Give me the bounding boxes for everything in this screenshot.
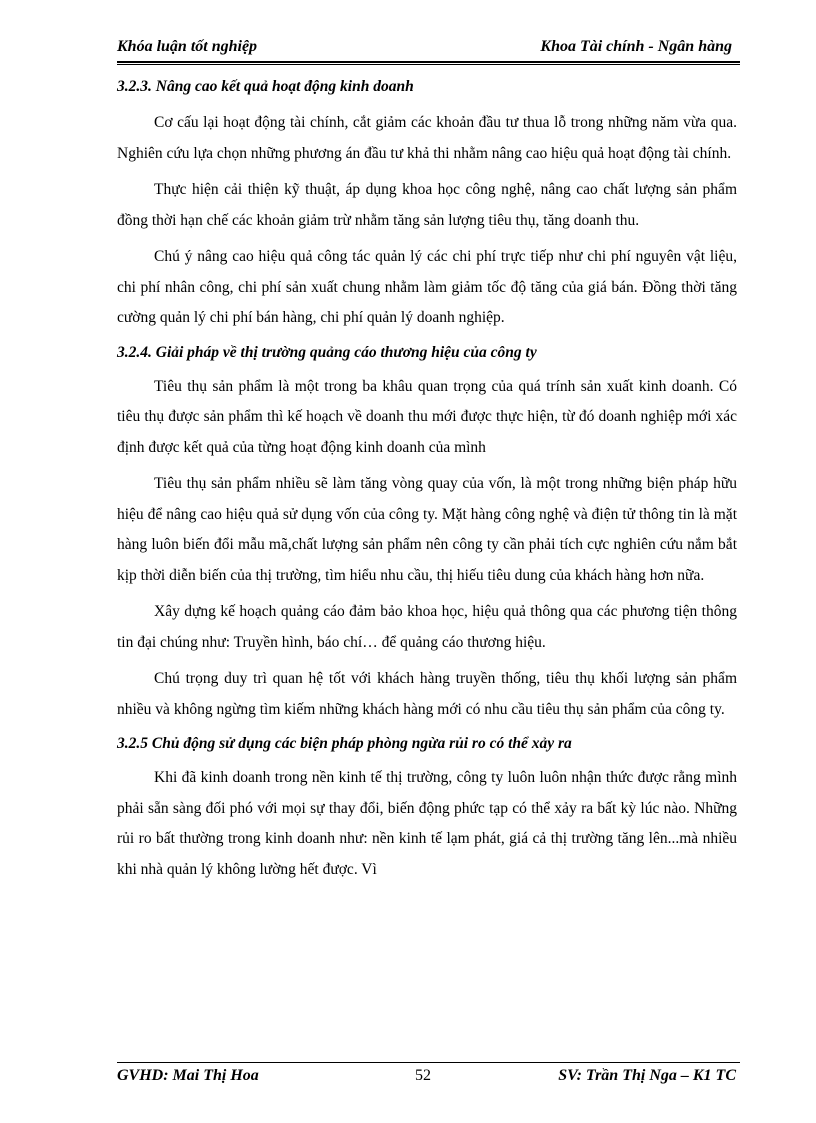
paragraph: Thực hiện cải thiện kỹ thuật, áp dụng khoa học công nghệ, nâng cao chất lượng sản phẩm đồng thời hạn chế các khoản giảm trừ nhằm tăng sản lượng tiêu thụ, tăng doanh thu.	[117, 181, 737, 229]
footer-student: SV: Trần Thị Nga – K1 TC	[558, 1067, 736, 1084]
paragraph: Chú trọng duy trì quan hệ tốt với khách hàng truyền thống, tiêu thụ khối lượng sản phẩm nhiều và không ngừng tìm kiếm những khách hàng mới có nhu cầu tiêu thụ sản phẩm của công ty.	[117, 670, 737, 718]
paragraph: Tiêu thụ sản phẩm là một trong ba khâu quan trọng của quá trính sản xuất kinh doanh. Có tiêu thụ được sản phẩm thì kế hoạch về doanh thu mới được thực hiện, từ đó doanh nghiệp mới xác định được kết quả của từng hoạt động kinh doanh của mình	[117, 377, 737, 456]
header-divider-thin	[117, 64, 740, 65]
page-footer	[117, 1067, 740, 1089]
header-faculty: Khoa Tài chính - Ngân hàng	[540, 38, 732, 55]
document-body	[117, 72, 737, 885]
footer-supervisor: GVHD: Mai Thị Hoa	[117, 1067, 259, 1084]
paragraph: Chú ý nâng cao hiệu quả công tác quản lý các chi phí trực tiếp như chi phí nguyên vật liệu, chi phí nhân công, chi phí sản xuất chung nhằm làm giảm tốc độ tăng của giá bán. Đồng thời tăng cường quản lý chi phí bán hàng, chi phí quản lý doanh nghiệp.	[117, 248, 737, 326]
header-divider	[117, 61, 740, 63]
document-page	[117, 0, 740, 1123]
paragraph: Cơ cấu lại hoạt động tài chính, cắt giảm các khoản đầu tư thua lỗ trong những năm vừa qua. Nghiên cứu lựa chọn những phương án đầu tư khả thi nhằm nâng cao hiệu quả hoạt động tài chính.	[117, 114, 737, 162]
paragraph: Tiêu thụ sản phẩm nhiều sẽ làm tăng vòng quay của vốn, là một trong những biện pháp hữu hiệu để nâng cao hiệu quả sử dụng vốn của công ty. Mặt hàng công nghệ và điện tử thông tin là mặt hàng luôn biến đổi mẫu mã,chất lượng sản phẩm nên công ty cần phải tích cực nghiên cứu nắm bắt kịp thời diễn biến của thị trường, tìm hiểu nhu cầu, thị hiếu tiêu dung của khách hàng hơn nữa.	[117, 475, 737, 584]
page-header	[117, 38, 740, 60]
page-number: 52	[415, 1067, 431, 1084]
section-heading-3-2-4: 3.2.4. Giải pháp về thị trường quảng cáo thương hiệu của công ty	[117, 343, 537, 361]
paragraph: Xây dựng kế hoạch quảng cáo đảm bảo khoa học, hiệu quả thông qua các phương tiện thông tin đại chúng như: Truyền hình, báo chí… để quảng cáo thương hiệu.	[117, 603, 737, 651]
footer-divider	[117, 1062, 740, 1063]
section-heading-3-2-5: 3.2.5 Chủ động sử dụng các biện pháp phòng ngừa rủi ro có thể xảy ra	[117, 735, 572, 752]
paragraph: Khi đã kinh doanh trong nền kinh tế thị trường, công ty luôn luôn nhận thức được rằng mình phải sẵn sàng đối phó với mọi sự thay đổi, biến động phức tạp có thể xảy ra bất kỳ lúc nào. Những rủi ro bất thường trong kinh doanh như: nền kinh tế lạm phát, giá cả thị trường tăng lên...mà nhiều khi nhà quản lý không lường hết được. Vì	[117, 769, 737, 878]
header-thesis-title: Khóa luận tốt nghiệp	[117, 38, 258, 55]
section-heading-3-2-3: 3.2.3. Nâng cao kết quả hoạt động kinh doanh	[117, 78, 414, 95]
